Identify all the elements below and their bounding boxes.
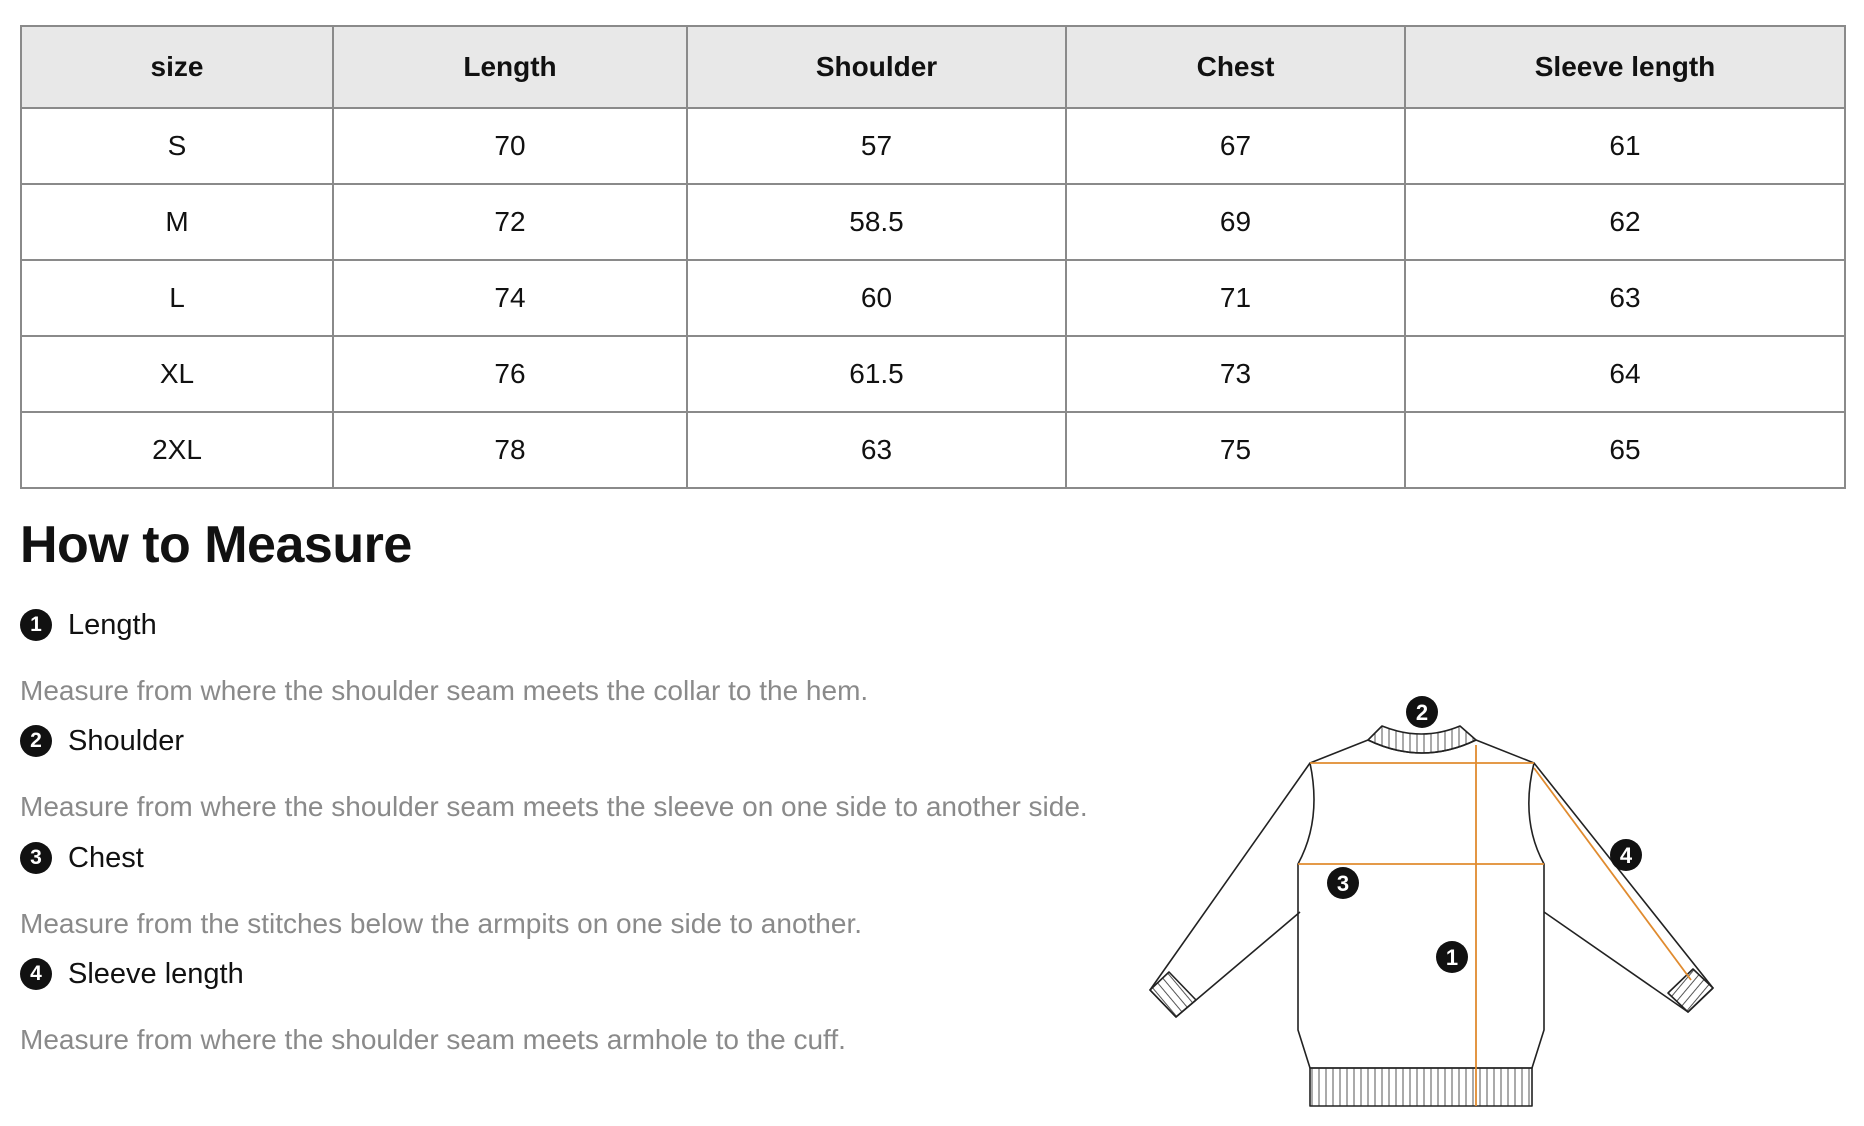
diagram-marker-2: [1406, 696, 1438, 728]
measure-item-chest: [20, 838, 1120, 940]
length-cell: 70: [333, 108, 687, 184]
chest-cell: 75: [1066, 412, 1405, 488]
size-cell: 2XL: [21, 412, 333, 488]
marker-3-label: 3: [1336, 871, 1350, 896]
shoulder-cell: 63: [687, 412, 1066, 488]
sleeve-length-cell: 63: [1405, 260, 1845, 336]
left-cuff: [1150, 972, 1196, 1017]
sleeve-length-cell: 65: [1405, 412, 1845, 488]
measure-heading: [20, 605, 1120, 645]
sweater-measurement-diagram: [1120, 690, 1740, 1115]
sweater-body: [1298, 740, 1544, 1068]
length-cell: 78: [333, 412, 687, 488]
marker-2-label: 2: [1415, 700, 1429, 725]
sleeve-length-cell: 62: [1405, 184, 1845, 260]
size-cell: S: [21, 108, 333, 184]
sleeve-length-line: [1534, 768, 1691, 980]
chest-cell: 73: [1066, 336, 1405, 412]
measure-name-length: Length: [68, 608, 157, 641]
length-cell: 72: [333, 184, 687, 260]
measure-item-sleeve-length: [20, 954, 1120, 1056]
measure-description-length: Measure from where the shoulder seam meets the collar to the hem.: [20, 675, 869, 706]
number-badge-2: 2: [20, 725, 52, 757]
measurement-lines: [1298, 745, 1691, 1106]
measure-description-shoulder: Measure from where the shoulder seam meets the sleeve on one side to another side.: [20, 791, 1088, 822]
table-row: [21, 336, 1845, 412]
number-badge-1: 1: [20, 609, 52, 641]
length-cell: 74: [333, 260, 687, 336]
measure-heading: [20, 838, 1120, 878]
table-row: [21, 260, 1845, 336]
header-shoulder: Shoulder: [687, 26, 1066, 108]
table-header-row: [21, 26, 1845, 108]
shoulder-cell: 60: [687, 260, 1066, 336]
measure-name-shoulder: Shoulder: [68, 724, 185, 757]
header-size: size: [21, 26, 333, 108]
diagram-marker-3: [1327, 867, 1359, 899]
diagram-marker-1: [1436, 941, 1468, 973]
table-row: [21, 108, 1845, 184]
header-length: Length: [333, 26, 687, 108]
measure-heading: [20, 721, 1120, 761]
table-row: [21, 412, 1845, 488]
size-cell: XL: [21, 336, 333, 412]
measure-heading: [20, 954, 1120, 994]
size-cell: M: [21, 184, 333, 260]
sleeve-length-cell: 61: [1405, 108, 1845, 184]
chest-cell: 71: [1066, 260, 1405, 336]
length-cell: 76: [333, 336, 687, 412]
measure-name-chest: Chest: [68, 841, 144, 874]
table-row: [21, 184, 1845, 260]
shoulder-cell: 58.5: [687, 184, 1066, 260]
sweater-outline: [1150, 726, 1713, 1106]
how-to-measure-title: How to Measure: [20, 516, 412, 574]
measure-description-sleeve-length: Measure from where the shoulder seam meets armhole to the cuff.: [20, 1024, 846, 1055]
chest-cell: 69: [1066, 184, 1405, 260]
right-cuff: [1668, 969, 1713, 1012]
chest-cell: 67: [1066, 108, 1405, 184]
sleeve-length-cell: 64: [1405, 336, 1845, 412]
measure-description-chest: Measure from the stitches below the armpits on one side to another.: [20, 908, 863, 939]
shoulder-cell: 57: [687, 108, 1066, 184]
hem-rib: [1310, 1068, 1532, 1106]
marker-4-label: 4: [1619, 843, 1633, 868]
measure-item-length: [20, 605, 1120, 707]
size-cell: L: [21, 260, 333, 336]
measure-name-sleeve-length: Sleeve length: [68, 957, 244, 990]
header-sleeve-length: Sleeve length: [1405, 26, 1845, 108]
diagram-marker-4: [1610, 839, 1642, 871]
header-chest: Chest: [1066, 26, 1405, 108]
number-badge-4: 4: [20, 958, 52, 990]
collar: [1368, 726, 1476, 753]
shoulder-cell: 61.5: [687, 336, 1066, 412]
size-chart-table: [20, 25, 1846, 489]
marker-1-label: 1: [1445, 945, 1459, 970]
number-badge-3: 3: [20, 842, 52, 874]
measure-item-shoulder: [20, 721, 1120, 823]
